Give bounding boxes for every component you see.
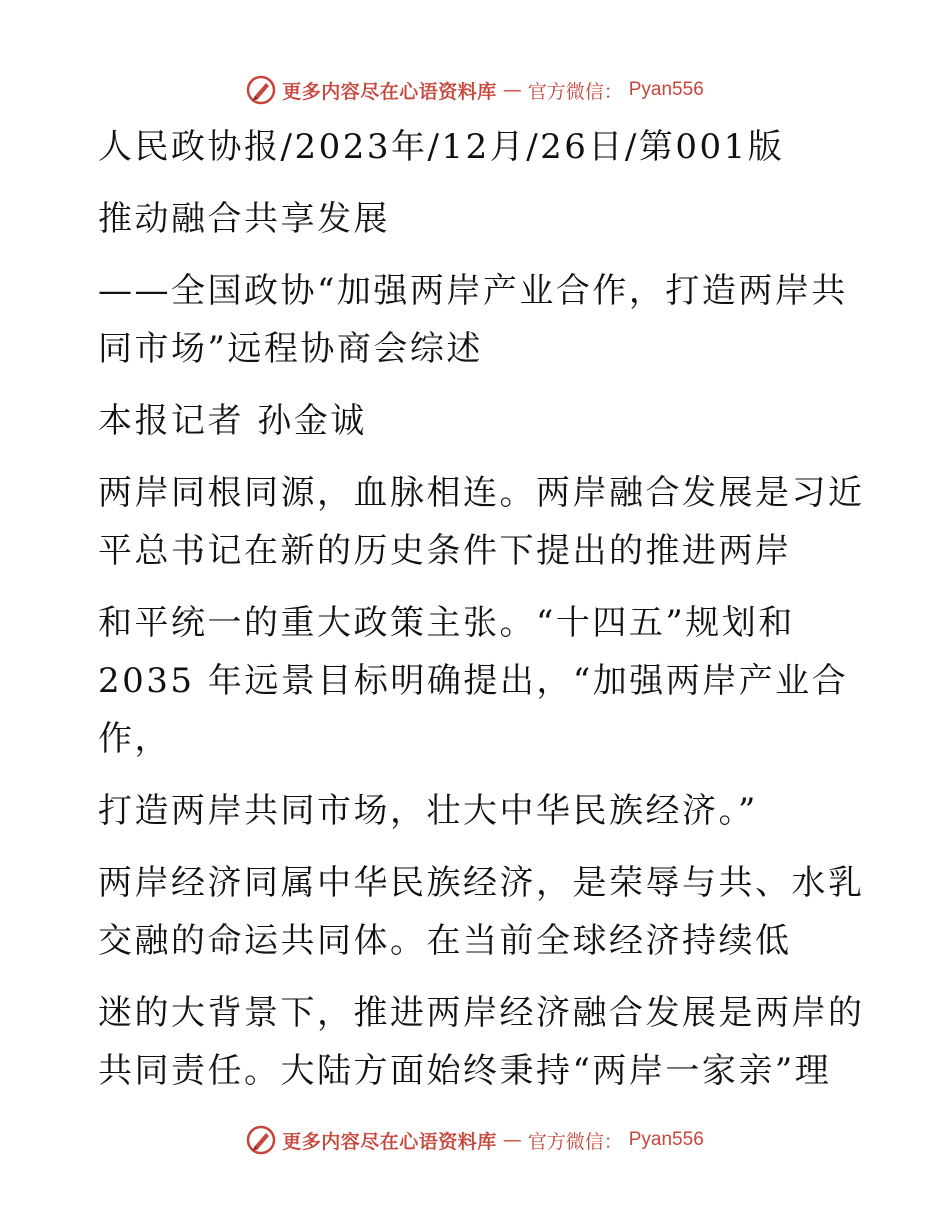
article-subtitle-line-1: ——全国政协“加强两岸产业合作，打造两岸共 bbox=[98, 271, 848, 311]
body-line: 2035 年远景目标明确提出，“加强两岸产业合 bbox=[98, 661, 849, 701]
pen-logo-icon bbox=[246, 1125, 276, 1155]
body-line: 两岸经济同属中华民族经济，是荣辱与共、水乳 bbox=[98, 863, 865, 903]
body-line: 平总书记在新的历史条件下提出的推进两岸 bbox=[98, 531, 792, 571]
article-subtitle-line-2: 同市场”远程协商会综述 bbox=[98, 329, 483, 369]
banner-dash: — bbox=[502, 1129, 522, 1151]
banner-wechat-label: 官方微信： bbox=[527, 80, 623, 103]
body-line: 两岸同根同源，血脉相连。两岸融合发展是习近 bbox=[98, 473, 865, 513]
body-line: 打造两岸共同市场，壮大中华民族经济。” bbox=[98, 791, 758, 831]
banner-main-text: 更多内容尽在心语资料库 bbox=[282, 80, 497, 103]
body-line: 迷的大背景下，推进两岸经济融合发展是两岸的 bbox=[98, 993, 865, 1033]
source-line: 人民政协报/2023年/12月/26日/第001版 bbox=[98, 127, 785, 167]
body-line: 交融的命运共同体。在当前全球经济持续低 bbox=[98, 921, 792, 961]
body-line: 和平统一的重大政策主张。“十四五”规划和 bbox=[98, 603, 795, 643]
banner-wechat-id: Pyan556 bbox=[628, 1129, 704, 1150]
banner-wechat-label: 官方微信： bbox=[527, 1130, 623, 1153]
document-body bbox=[98, 118, 865, 1100]
pen-logo-icon bbox=[246, 75, 276, 105]
body-line: 作， bbox=[98, 719, 171, 759]
banner-dash: — bbox=[502, 79, 522, 101]
banner-main-text: 更多内容尽在心语资料库 bbox=[282, 1130, 497, 1153]
banner-wechat-id: Pyan556 bbox=[628, 79, 704, 100]
footer-watermark-banner bbox=[0, 1120, 950, 1160]
header-watermark-banner bbox=[0, 70, 950, 110]
body-line: 共同责任。大陆方面始终秉持“两岸一家亲”理 bbox=[98, 1051, 832, 1091]
article-title: 推动融合共享发展 bbox=[98, 199, 390, 239]
byline: 本报记者 孙金诚 bbox=[98, 401, 367, 441]
